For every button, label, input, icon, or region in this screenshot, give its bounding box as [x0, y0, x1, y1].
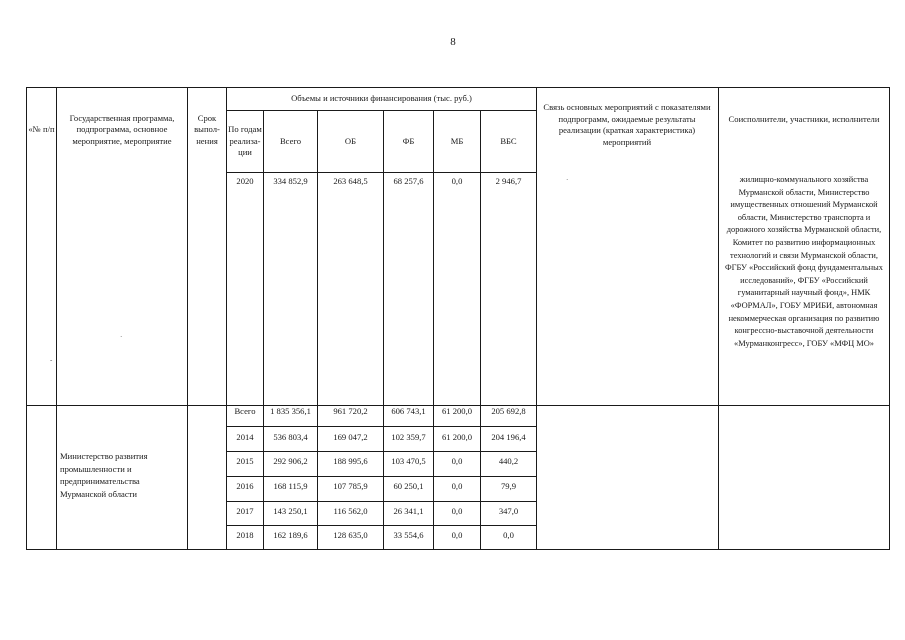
cell-year: 2014 — [236, 432, 254, 442]
cell-ob: 961 720,2 — [333, 406, 368, 416]
cell-ob: 128 635,0 — [333, 530, 368, 540]
cell-fb: 60 250,1 — [393, 481, 424, 491]
cell-vbs: 2 946,7 — [495, 176, 522, 186]
header-by-years: По годам реализа-ции — [228, 124, 262, 158]
header-fb: ФБ — [402, 135, 415, 146]
cell-vbs: 204 196,4 — [491, 432, 526, 442]
cell-total: 1 835 356,1 — [270, 406, 311, 416]
cell-vbs: 79,9 — [500, 481, 517, 491]
cell-ob: 107 785,9 — [333, 481, 368, 491]
cell-year: 2017 — [236, 506, 254, 516]
cell-mb: 0,0 — [451, 506, 463, 516]
header-total: Всего — [279, 135, 302, 146]
cell-fb: 102 359,7 — [391, 432, 426, 442]
cell-mb: 61 200,0 — [441, 406, 473, 416]
cell-ob: 188 995,6 — [333, 456, 368, 466]
header-vbs: ВБС — [500, 135, 517, 146]
cell-total: 143 250,1 — [273, 506, 308, 516]
cell-mb: 0,0 — [451, 481, 463, 491]
header-link: Связь основных мероприятий с показателями подпрограмм, ожидаемые результаты реализации (краткая характеристика) мероприятий — [543, 102, 711, 147]
cell-total: 168 115,9 — [273, 481, 308, 491]
cell-year: 2018 — [236, 530, 254, 540]
cell-vbs: 440,2 — [498, 456, 519, 466]
cell-mb: 0,0 — [451, 530, 463, 540]
cell-year: 2020 — [236, 176, 254, 186]
cell-year: 2015 — [236, 456, 254, 466]
header-num: «№ п/п — [28, 124, 55, 135]
page-number: 8 — [450, 36, 456, 48]
cell-ob: 263 648,5 — [333, 176, 368, 186]
header-program: Государственная программа, подпрограмма, основное мероприятие, мероприятие — [69, 112, 175, 146]
cell-ob: 116 562,0 — [333, 506, 368, 516]
scan-speck: - — [50, 356, 53, 364]
scan-speck: · — [120, 333, 123, 341]
cell-total: 162 189,6 — [273, 530, 308, 540]
cell-mb: 61 200,0 — [441, 432, 473, 442]
cell-fb: 33 554,6 — [393, 530, 424, 540]
cell-vbs: 205 692,8 — [491, 406, 526, 416]
header-ob: ОБ — [344, 135, 357, 146]
coexecutors-text: жилищно-коммунального хозяйства Мурманской области, Министерство имущественных отношений Мурманской области, Министерство транспорта и дорожного хозяйства Мурманской области, Комитет по развитию информационных технологий и связи Мурманской области, ФГБУ «Российский фонд фундаментальных исследований», ФГБУ «Российский гуманитарный научный фонд», НМК «ФОРМАЛ», ГОБУ МРИБИ, автономная некоммерческая организация по развитию конгрессно-выставочной деятельности «Мурманконгресс», ГОБУ «МФЦ МО» — [725, 175, 883, 348]
header-term: Срок выпол-нения — [194, 112, 220, 146]
program-name: Министерство развития промышленности и предпринимательства Мурманской области — [60, 451, 148, 499]
cell-fb: 606 743,1 — [391, 406, 426, 416]
cell-mb: 0,0 — [451, 176, 463, 186]
cell-mb: 0,0 — [451, 456, 463, 466]
cell-total: 292 906,2 — [273, 456, 308, 466]
scan-speck: · — [566, 176, 569, 184]
cell-fb: 103 470,5 — [391, 456, 426, 466]
header-funding-group: Объемы и источники финансирования (тыс. руб.) — [291, 93, 472, 104]
cell-fb: 26 341,1 — [393, 506, 424, 516]
cell-year: 2016 — [236, 481, 254, 491]
cell-year: Всего — [234, 406, 256, 416]
cell-vbs: 347,0 — [498, 506, 519, 516]
cell-total: 334 852,9 — [273, 176, 308, 186]
cell-fb: 68 257,6 — [393, 176, 424, 186]
header-mb: МБ — [450, 135, 464, 146]
header-coexecutors: Соисполнители, участники, исполнители — [728, 114, 880, 125]
cell-vbs: 0,0 — [503, 530, 514, 540]
cell-ob: 169 047,2 — [333, 432, 368, 442]
cell-total: 536 803,4 — [273, 432, 308, 442]
